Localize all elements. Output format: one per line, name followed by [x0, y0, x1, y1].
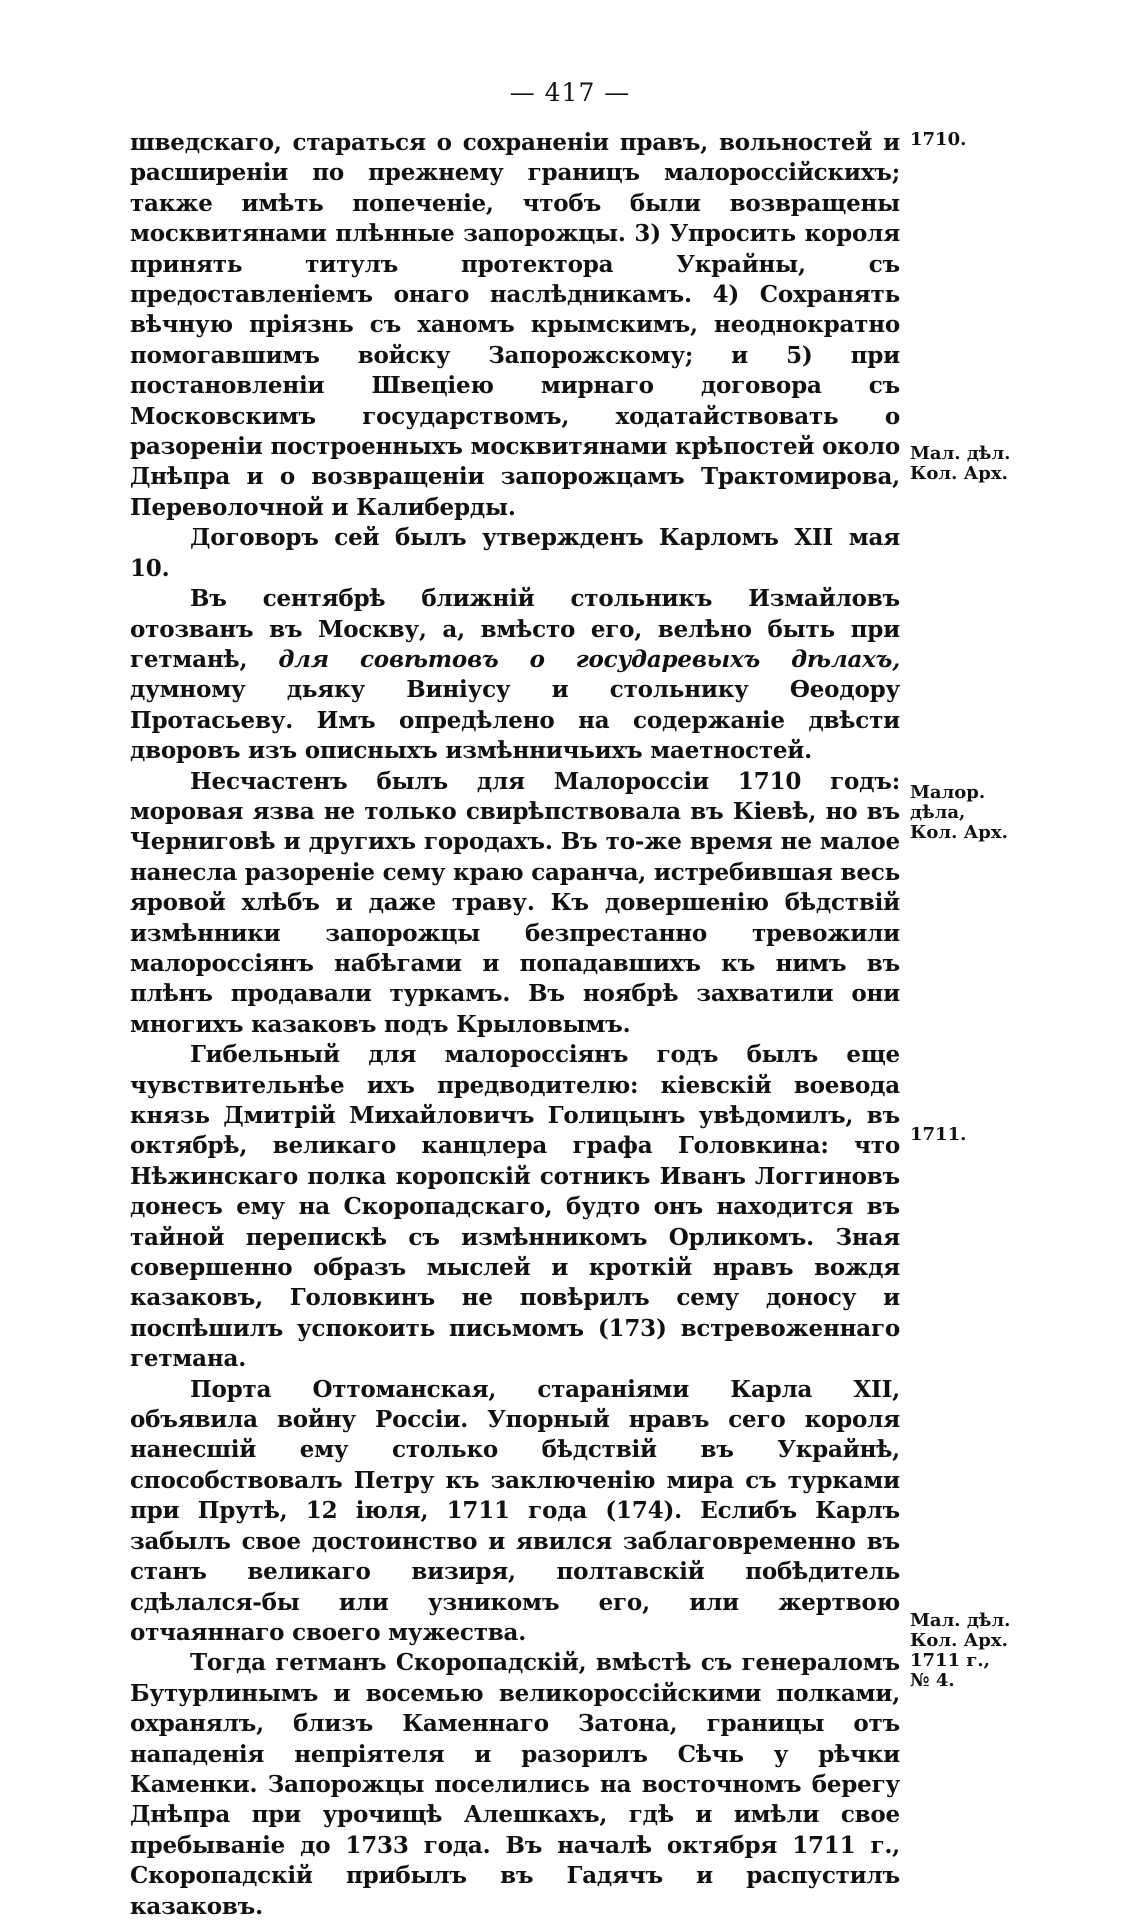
paragraph-treaty-terms: шведскаго, стараться о сохраненіи правъ, вольностей и расширеніи по прежнему границъ малороссійскихъ; также имѣть попеченіе, чтобъ были возвращены москвитянами плѣнные запорожцы. 3) Упросить короля принять титулъ протектора Украйны, съ предоставленіемъ онаго наслѣдникамъ. 4) Сохранять вѣчную пріязнь съ ханомъ крымскимъ, неоднократно помогавшимъ войску Запорожскому; и 5) при постановленіи Швеціею мирнаго договора съ Московскимъ государствомъ, ходатайствовать о разореніи построенныхъ москвитянами крѣпостей около Днѣпра и о возвращеніи запорожцамъ Трактомирова, Переволочной и Калиберды. [130, 129, 900, 521]
margin-note-year-1710: 1710. [910, 129, 967, 150]
paragraph-ottoman-war: Порта Оттоманская, стараніями Карла XII, объявила войну Россіи. Упорный нравъ сего короля нанесшій ему столько бѣдствій въ Украйнѣ, способствовалъ Петру къ заключенію мира съ турками при Прутѣ, 12 іюля, 1711 года (174). Еслибъ Карлъ забылъ свое достоинство и явился заблаговременно въ станъ великаго визиря, полтавскій побѣдитель сдѣлался-бы или узникомъ его, или жертвою отчаяннаго своего мужества. [130, 1375, 900, 1646]
paragraph-plague-1710: Несчастенъ былъ для Малороссіи 1710 годъ: моровая язва не только свирѣпствовала въ Кіевѣ, но въ Черниговѣ и другихъ городахъ. Въ то-же время не малое нанесла разореніе сему краю саранча, истребившая весь яровой хлѣбъ и даже траву. Къ довершенію бѣдствій измѣнники запорожцы безпрестанно тревожили малороссіянъ набѣгами и попадавшихъ къ нимъ въ плѣнъ продавали туркамъ. Въ ноябрѣ захватили они многихъ казаковъ подъ Крыловымъ. [130, 767, 900, 1038]
paragraph-izmailov-text-before: Въ сентябрѣ ближній стольникъ Измайловъ отозванъ въ Москву, а, вмѣсто его, велѣно быть при гетманѣ, [130, 585, 900, 673]
paragraph-treaty-confirmed: Договоръ сей былъ утвержденъ Карломъ XII мая 10. [130, 524, 900, 582]
paragraph-sich-destroyed: Тогда гетманъ Скоропадскій, вмѣстѣ съ генераломъ Бутурлинымъ и восемью великороссійскими полками, охранялъ, близъ Каменнаго Затона, границы отъ нападенія непріятеля и разорилъ Сѣчь у рѣчки Каменки. Запорожцы поселились на восточномъ берегу Днѣпра при урочищѣ Алешкахъ, гдѣ и имѣли свое пребываніе до 1733 года. Въ началѣ октября 1711 г., Скоропадскій прибылъ въ Гадячъ и распустилъ казаковъ. [130, 1649, 900, 1920]
paragraph-golitsyn-report: Гибельный для малороссіянъ годъ былъ еще чувствительнѣе ихъ предводителю: кіевскій воевода князь Дмитрій Михайловичъ Голицынъ увѣдомилъ, въ октябрѣ, великаго канцлера графа Головкина: что Нѣжинскаго полка коропскій сотникъ Иванъ Логгиновъ донесъ ему на Скоропадскаго, будто онъ находится въ тайной перепискѣ съ измѣнникомъ Орликомъ. Зная совершенно образъ мыслей и кроткій нравъ вождя казаковъ, Головкинъ не повѣрилъ сему доносу и поспѣшилъ успокоить письмомъ (173) встревоженнаго гетмана. [130, 1041, 900, 1373]
margin-note-archive-2: Малор. дѣла, Кол. Арх. [910, 782, 1008, 843]
margin-note-archive-1: Мал. дѣл. Кол. Арх. [910, 443, 1011, 484]
paragraph-izmailov-italic-phrase: для совѣтовъ о государевыхъ дѣлахъ, [278, 645, 901, 673]
body-text [130, 128, 900, 1922]
paragraph-izmailov-text-after: думному дьяку Виніусу и стольнику Ѳеодору Протасьеву. Имъ опредѣлено на содержаніе двѣсти дворовъ изъ описныхъ измѣнничьихъ маетностей. [130, 676, 900, 765]
margin-note-year-1711: 1711. [910, 1124, 967, 1145]
paragraph-izmailov-recalled [130, 584, 900, 766]
page-number: — 417 — [509, 78, 631, 107]
margin-note-archive-3: Мал. дѣл. Кол. Арх. 1711 г., № 4. [910, 1610, 1011, 1691]
